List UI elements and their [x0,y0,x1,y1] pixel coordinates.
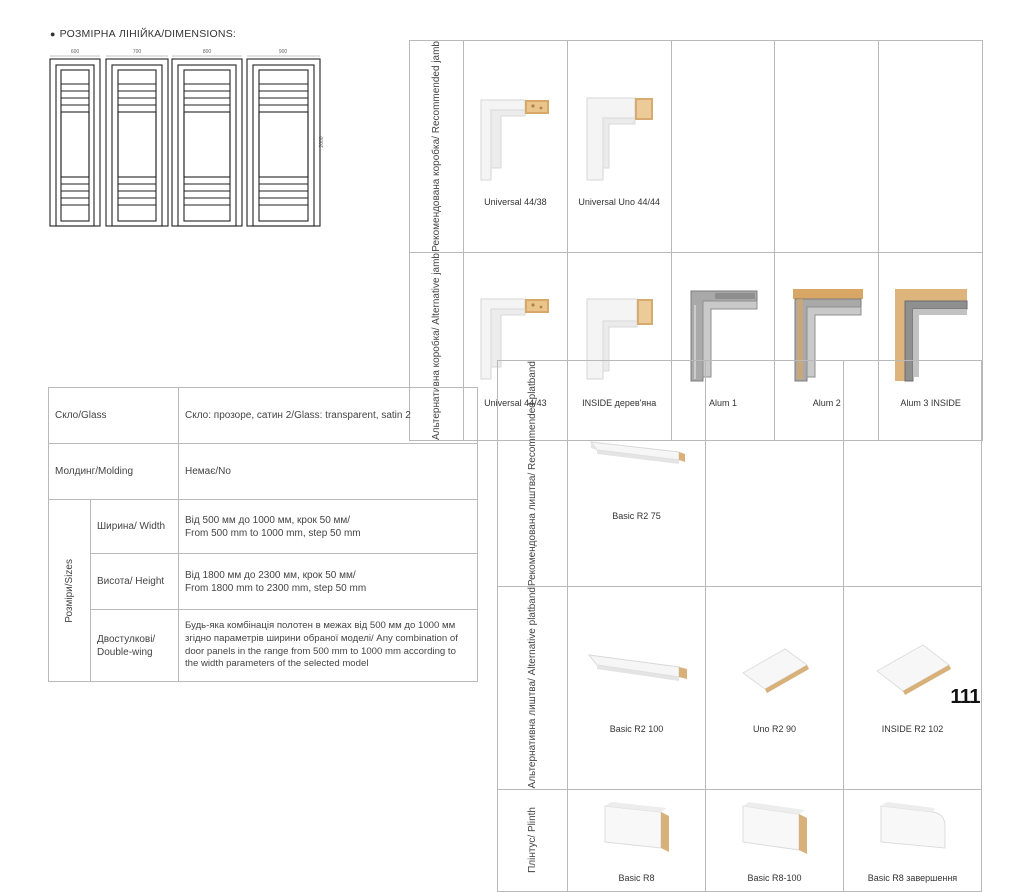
glass-value: Скло: прозоре, сатин 2/Glass: transparent, satin 2 [179,388,478,444]
door-700 [106,59,168,226]
width-label: Ширина/ Width [91,500,179,554]
door-900 [247,59,320,226]
spec-row-height [49,554,478,610]
bullet-icon: ● [50,29,56,39]
platband-image [585,649,689,695]
platband-cell [568,587,706,789]
sizes-label-cell [49,500,91,682]
plinth-caption: Basic R8-100 [747,873,802,884]
page-number: 111 [950,686,980,708]
platband-caption: Basic R2 100 [609,723,664,734]
double-wing-label: Двостулкові/ Double-wing [91,610,179,682]
plinth-caption: Basic R8 [618,873,655,884]
glass-label: Скло/Glass [49,388,179,444]
plinth-image [597,796,677,858]
platband-cell-empty [706,361,844,587]
spec-row-width [49,500,478,554]
platband-table [497,360,982,892]
sizes-label: Розміри/Sizes [63,558,75,623]
width-label-900: 900 [278,49,288,55]
jamb-cell [464,41,568,253]
platband-cell-empty [844,361,982,587]
plinth-image [873,796,953,858]
alternative-jamb-header: Альтернативна коробка/ Alternative jamb [410,252,464,440]
jamb-caption: Alum 3 INSIDE [900,398,961,409]
platband-image [587,436,687,476]
jamb-caption: INSIDE дерев'яна [582,398,657,409]
platband-image [871,641,955,705]
jamb-cell [567,41,671,253]
jamb-cell-empty [879,41,983,253]
platband-caption: Basic R2 75 [612,510,661,521]
platband-row-plinth [498,789,982,891]
platband-caption: INSIDE R2 102 [881,723,944,734]
molding-label: Молдинг/Molding [49,444,179,500]
width-label-700: 700 [132,49,142,55]
plinth-cell [706,789,844,891]
height-value: Від 1800 мм до 2300 мм, крок 50 мм/ From 1800 mm to 2300 mm, step 50 mm [179,554,478,610]
molding-value: Немає/No [179,444,478,500]
jamb-caption: Alum 1 [708,398,737,409]
height-label: 2000 [319,136,325,148]
platband-row-recommended [498,361,982,587]
dimensions-title: ● РОЗМІРНА ЛІНІЙКА/DIMENSIONS: [50,28,237,40]
jamb-image [477,88,553,184]
recommended-jamb-header: Рекомендована коробка/ Recommended jamb [410,41,464,253]
jamb-caption: Universal 44/38 [484,197,547,208]
specs-table [48,387,478,682]
recommended-platband-header: Рекомендована лиштва/ Recommended platband [498,361,568,587]
platband-cell [706,587,844,789]
jamb-row-recommended [410,41,983,253]
double-wing-value: Будь-яка комбінація полотен в межах від 500 мм до 1000 мм згідно параметрів ширини обраної моделі/ Any combination of door panels in the range from 500 mm to 1000 mm according to the width parameters of the selected model [179,610,478,682]
door-dimension-drawing [40,42,340,232]
alternative-platband-header: Альтернативна лиштва/ Alternative platband [498,587,568,789]
door-600 [50,59,100,226]
width-label-600: 600 [70,49,80,55]
jamb-cell-empty [671,41,775,253]
jamb-cell-empty [775,41,879,253]
plinth-cell [568,789,706,891]
platband-caption: Uno R2 90 [752,723,797,734]
width-label-800: 800 [202,49,212,55]
spec-row-molding [49,444,478,500]
jamb-image [581,88,657,184]
plinth-header: Плінтус/ Plinth [498,789,568,891]
spec-row-glass [49,388,478,444]
jamb-caption: Universal 44/43 [484,398,547,409]
platband-cell [568,361,706,587]
width-value: Від 500 мм до 1000 мм, крок 50 мм/ From 500 mm to 1000 mm, step 50 mm [179,500,478,554]
plinth-image [735,796,815,858]
platband-image [735,643,815,703]
platband-row-alternative [498,587,982,789]
jamb-caption: Universal Uno 44/44 [578,197,660,208]
plinth-caption: Basic R8 завершення [867,873,958,884]
door-800 [172,59,242,226]
jamb-caption: Alum 2 [812,398,841,409]
height-label: Висота/ Height [91,554,179,610]
plinth-cell [844,789,982,891]
spec-row-double-wing [49,610,478,682]
